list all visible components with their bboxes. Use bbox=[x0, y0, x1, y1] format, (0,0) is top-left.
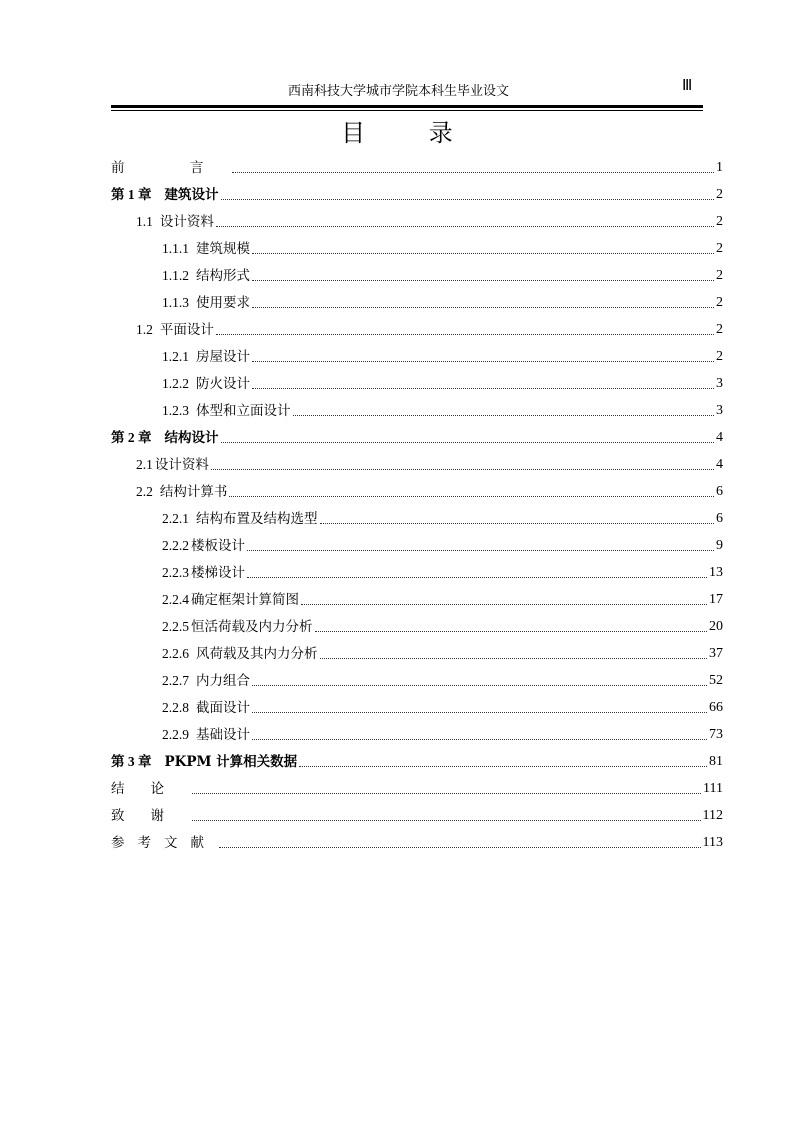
toc-entry-2-2-5[interactable] bbox=[0, 611, 794, 638]
dot-leader bbox=[252, 684, 707, 686]
toc-entry-acknowledgement[interactable] bbox=[0, 800, 794, 827]
dot-leader bbox=[252, 387, 714, 389]
toc-entry-page: 111 bbox=[703, 781, 723, 796]
toc-entry-text: 结论 bbox=[111, 781, 190, 797]
toc-entry-text: 致谢 bbox=[111, 808, 190, 824]
toc-title: 目 录 bbox=[341, 119, 481, 147]
toc-entry-text: 确定框架计算简图 bbox=[191, 592, 299, 608]
toc-entry-number: 2.2.6 bbox=[162, 646, 189, 661]
dot-leader bbox=[216, 333, 714, 335]
toc-entry-1-2[interactable] bbox=[0, 314, 794, 341]
toc-entry-page: 66 bbox=[709, 700, 723, 715]
toc-entry-text: 参考文献 bbox=[111, 835, 217, 851]
dot-leader bbox=[252, 360, 714, 362]
toc-entry-text: 恒活荷载及内力分析 bbox=[191, 619, 313, 635]
toc-entry-page: 2 bbox=[716, 214, 723, 229]
dot-leader bbox=[252, 711, 707, 713]
toc-entry-page: 113 bbox=[702, 835, 723, 850]
toc-entry-number: 2.2.2 bbox=[162, 538, 189, 553]
toc-entry-number: 1.2 bbox=[136, 322, 153, 337]
toc-entry-text: 平面设计 bbox=[159, 322, 214, 338]
header-rule-thin bbox=[111, 110, 703, 111]
dot-leader bbox=[301, 603, 707, 605]
toc-entry-page: 20 bbox=[709, 619, 723, 634]
dot-leader bbox=[320, 522, 715, 524]
dot-leader bbox=[192, 792, 701, 794]
toc-entry-1-2-1[interactable] bbox=[0, 341, 794, 368]
toc-entry-number: 2.2.8 bbox=[162, 700, 189, 715]
toc-entry-page: 73 bbox=[709, 727, 723, 742]
toc-entry-page: 13 bbox=[709, 565, 723, 580]
toc-entry-number: 第 2 章 bbox=[111, 430, 152, 445]
toc-entry-1-1-2[interactable] bbox=[0, 260, 794, 287]
toc-entry-page: 4 bbox=[716, 457, 723, 472]
toc-entry-page: 2 bbox=[716, 295, 723, 310]
page-header-number: Ⅲ bbox=[682, 78, 693, 94]
toc-entry-2-2-9[interactable] bbox=[0, 719, 794, 746]
toc-entry-number: 1.1.2 bbox=[162, 268, 189, 283]
toc-entry-text: 结构布置及结构选型 bbox=[196, 511, 318, 527]
toc-entry-text: 结构形式 bbox=[196, 268, 250, 284]
toc-entry-text: PKPM 计算相关数据 bbox=[164, 754, 298, 770]
toc-entry-chapter-3[interactable] bbox=[0, 746, 794, 773]
toc-entry-text: 建筑设计 bbox=[164, 187, 219, 203]
toc-entry-text: 楼板设计 bbox=[191, 538, 245, 554]
toc-entry-page: 81 bbox=[709, 754, 723, 769]
toc-entry-2-1[interactable] bbox=[0, 449, 794, 476]
toc-entry-number: 1.2.3 bbox=[162, 403, 189, 418]
toc-entry-2-2-4[interactable] bbox=[0, 584, 794, 611]
toc-entry-text: 楼梯设计 bbox=[191, 565, 245, 581]
toc-entry-number: 1.1.3 bbox=[162, 295, 189, 310]
toc-entry-page: 2 bbox=[716, 187, 723, 202]
dot-leader bbox=[320, 657, 708, 659]
toc-entry-text: 房屋设计 bbox=[196, 349, 250, 365]
toc-entry-text: 使用要求 bbox=[196, 295, 250, 311]
page-header-title: 西南科技大学城市学院本科生毕业设文 bbox=[288, 84, 510, 99]
toc-entry-page: 2 bbox=[716, 349, 723, 364]
toc-entry-text: 截面设计 bbox=[196, 700, 250, 716]
dot-leader bbox=[252, 738, 707, 740]
toc-entry-chapter-2[interactable] bbox=[0, 422, 794, 449]
toc-entry-number: 第 3 章 bbox=[111, 754, 152, 769]
toc-entry-1-2-3[interactable] bbox=[0, 395, 794, 422]
toc-entry-2-2-6[interactable] bbox=[0, 638, 794, 665]
toc-entry-number: 2.2.1 bbox=[162, 511, 189, 526]
toc-entry-page: 6 bbox=[716, 511, 723, 526]
toc-entry-page: 52 bbox=[709, 673, 723, 688]
toc-entry-text: 设计资料 bbox=[154, 457, 209, 473]
toc-entry-text: 体型和立面设计 bbox=[196, 403, 291, 419]
toc-entry-text: 前 言 bbox=[111, 160, 230, 176]
toc-entry-1-1-1[interactable] bbox=[0, 233, 794, 260]
table-of-contents bbox=[0, 152, 794, 854]
toc-entry-conclusion[interactable] bbox=[0, 773, 794, 800]
toc-entry-references[interactable] bbox=[0, 827, 794, 854]
toc-entry-text: 建筑规模 bbox=[196, 241, 250, 257]
toc-entry-number: 2.2.5 bbox=[162, 619, 189, 634]
toc-entry-number: 2.2.4 bbox=[162, 592, 189, 607]
toc-entry-preface[interactable] bbox=[0, 152, 794, 179]
toc-entry-2-2-8[interactable] bbox=[0, 692, 794, 719]
toc-entry-text: 基础设计 bbox=[196, 727, 250, 743]
toc-entry-1-1[interactable] bbox=[0, 206, 794, 233]
toc-entry-number: 第 1 章 bbox=[111, 187, 152, 202]
toc-entry-text: 防火设计 bbox=[196, 376, 250, 392]
toc-entry-2-2-3[interactable] bbox=[0, 557, 794, 584]
dot-leader bbox=[252, 306, 714, 308]
toc-entry-number: 1.2.2 bbox=[162, 376, 189, 391]
dot-leader bbox=[247, 549, 714, 551]
toc-entry-page: 3 bbox=[716, 376, 723, 391]
toc-entry-page: 2 bbox=[716, 268, 723, 283]
dot-leader bbox=[252, 252, 714, 254]
dot-leader bbox=[211, 468, 714, 470]
toc-entry-page: 9 bbox=[716, 538, 723, 553]
toc-entry-page: 4 bbox=[716, 430, 723, 445]
toc-entry-number: 1.2.1 bbox=[162, 349, 189, 364]
header-rule-thick bbox=[111, 105, 703, 108]
dot-leader bbox=[229, 495, 714, 497]
dot-leader bbox=[247, 576, 707, 578]
dot-leader bbox=[219, 846, 701, 848]
toc-entry-page: 17 bbox=[709, 592, 723, 607]
toc-entry-text: 风荷载及其内力分析 bbox=[196, 646, 318, 662]
toc-entry-number: 2.1 bbox=[136, 457, 153, 472]
toc-entry-2-2[interactable] bbox=[0, 476, 794, 503]
dot-leader bbox=[299, 765, 707, 767]
toc-entry-page: 2 bbox=[716, 322, 723, 337]
toc-entry-text: 结构设计 bbox=[164, 430, 219, 446]
toc-entry-number: 2.2.7 bbox=[162, 673, 189, 688]
toc-entry-1-2-2[interactable] bbox=[0, 368, 794, 395]
toc-entry-number: 2.2.3 bbox=[162, 565, 189, 580]
dot-leader bbox=[232, 171, 715, 173]
toc-entry-number: 2.2 bbox=[136, 484, 153, 499]
toc-entry-1-1-3[interactable] bbox=[0, 287, 794, 314]
dot-leader bbox=[315, 630, 708, 632]
toc-entry-page: 112 bbox=[702, 808, 723, 823]
toc-entry-chapter-1[interactable] bbox=[0, 179, 794, 206]
toc-entry-page: 6 bbox=[716, 484, 723, 499]
dot-leader bbox=[221, 441, 715, 443]
toc-entry-number: 1.1 bbox=[136, 214, 153, 229]
toc-entry-text: 设计资料 bbox=[159, 214, 214, 230]
toc-entry-number: 1.1.1 bbox=[162, 241, 189, 256]
dot-leader bbox=[252, 279, 714, 281]
toc-entry-text: 内力组合 bbox=[196, 673, 250, 689]
dot-leader bbox=[192, 819, 701, 821]
toc-entry-page: 1 bbox=[716, 160, 723, 175]
toc-entry-number: 2.2.9 bbox=[162, 727, 189, 742]
toc-entry-page: 3 bbox=[716, 403, 723, 418]
toc-entry-2-2-2[interactable] bbox=[0, 530, 794, 557]
dot-leader bbox=[293, 414, 715, 416]
toc-entry-2-2-1[interactable] bbox=[0, 503, 794, 530]
dot-leader bbox=[221, 198, 715, 200]
toc-entry-2-2-7[interactable] bbox=[0, 665, 794, 692]
toc-entry-page: 2 bbox=[716, 241, 723, 256]
dot-leader bbox=[216, 225, 714, 227]
toc-entry-text: 结构计算书 bbox=[159, 484, 228, 500]
toc-entry-page: 37 bbox=[709, 646, 723, 661]
